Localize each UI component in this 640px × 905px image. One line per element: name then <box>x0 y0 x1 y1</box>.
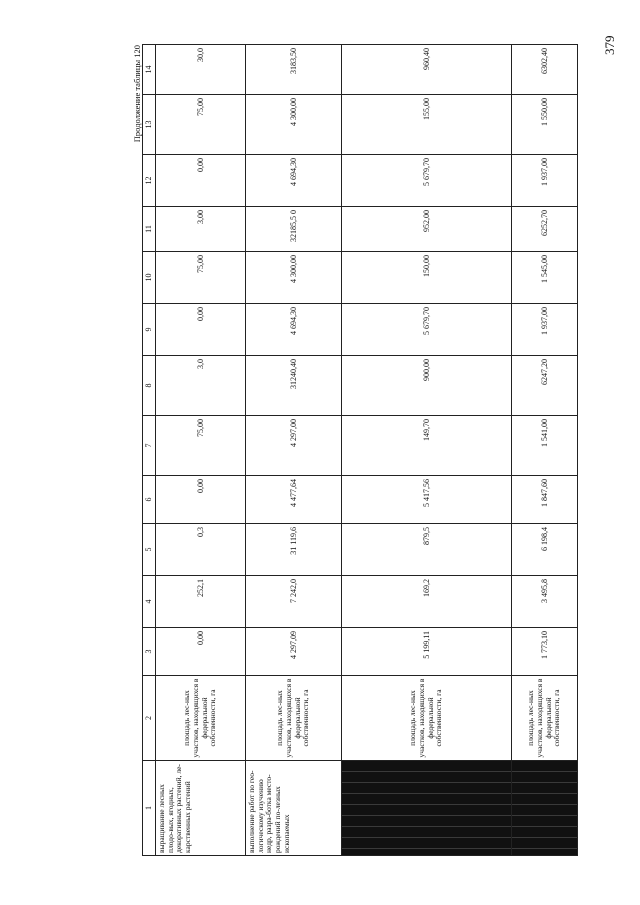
data-table <box>142 44 578 856</box>
column-header: 14 <box>143 45 156 95</box>
value-cell: 7 242,0 <box>246 576 342 628</box>
rotated-table-sheet <box>132 45 578 856</box>
value-cell: 6252,70 <box>512 207 578 252</box>
value-cell: 3183,50 <box>246 45 342 95</box>
column-header: 13 <box>143 95 156 155</box>
value-cell: 1 937,00 <box>512 155 578 207</box>
value-cell: 3 495,8 <box>512 576 578 628</box>
measure-cell: площадь лес-ных участков, находящихся в федеральной собственности, га <box>156 676 246 761</box>
measure-cell: площадь лес-ных участков, находящихся в федеральной собственности, га <box>342 676 512 761</box>
value-cell: 5 199,11 <box>342 628 512 676</box>
table-row <box>246 45 342 856</box>
value-cell: 75,00 <box>156 416 246 476</box>
value-cell: 1 550,00 <box>512 95 578 155</box>
value-cell: 31 119,6 <box>246 524 342 576</box>
value-cell: 4 694,30 <box>246 304 342 356</box>
measure-cell: площадь лес-ных участков, находящихся в федеральной собственности, га <box>246 676 342 761</box>
column-header: 5 <box>143 524 156 576</box>
column-header: 2 <box>143 676 156 761</box>
value-cell: 4 297,00 <box>246 416 342 476</box>
value-cell: 75,00 <box>156 95 246 155</box>
value-cell: 150,00 <box>342 252 512 304</box>
table-row <box>512 45 578 856</box>
table-row <box>156 45 246 856</box>
value-cell: 1 545,00 <box>512 252 578 304</box>
value-cell: 1 937,00 <box>512 304 578 356</box>
value-cell: 5 679,70 <box>342 155 512 207</box>
value-cell: 5 417,56 <box>342 476 512 524</box>
value-cell: 0,00 <box>156 476 246 524</box>
value-cell: 1 541,00 <box>512 416 578 476</box>
continuation-label: Продолжение таблицы 120 <box>132 45 142 143</box>
measure-cell: площадь лес-ных участков, находящихся в федеральной собственности, га <box>512 676 578 761</box>
value-cell: 1 773,10 <box>512 628 578 676</box>
value-cell: 32185,5 0 <box>246 207 342 252</box>
value-cell: 4 477,64 <box>246 476 342 524</box>
value-cell: 952,00 <box>342 207 512 252</box>
column-header: 11 <box>143 207 156 252</box>
value-cell: 6 198,4 <box>512 524 578 576</box>
value-cell: 879,5 <box>342 524 512 576</box>
value-cell: 75,00 <box>156 252 246 304</box>
redacted-cell <box>512 761 578 856</box>
value-cell: 30,0 <box>156 45 246 95</box>
value-cell: 4 300,00 <box>246 95 342 155</box>
column-header: 4 <box>143 576 156 628</box>
value-cell: 3,00 <box>156 207 246 252</box>
redacted-cell <box>342 761 512 856</box>
value-cell: 960,40 <box>342 45 512 95</box>
table-row <box>342 45 512 856</box>
header-row <box>143 45 156 856</box>
value-cell: 0,3 <box>156 524 246 576</box>
column-header: 9 <box>143 304 156 356</box>
value-cell: 149,70 <box>342 416 512 476</box>
column-header: 7 <box>143 416 156 476</box>
value-cell: 0,00 <box>156 155 246 207</box>
column-header: 6 <box>143 476 156 524</box>
column-header: 1 <box>143 761 156 856</box>
column-header: 12 <box>143 155 156 207</box>
value-cell: 0,00 <box>156 628 246 676</box>
value-cell: 6247,20 <box>512 356 578 416</box>
value-cell: 5 679,70 <box>342 304 512 356</box>
redaction-block <box>342 761 511 855</box>
value-cell: 169,2 <box>342 576 512 628</box>
value-cell: 3,0 <box>156 356 246 416</box>
column-header: 3 <box>143 628 156 676</box>
activity-cell: выращивание лесных плодо-вых, ягодных, декоративных растений, ле-карственных растений <box>156 761 246 856</box>
redaction-block <box>512 761 577 855</box>
value-cell: 31240,40 <box>246 356 342 416</box>
value-cell: 4 694,30 <box>246 155 342 207</box>
value-cell: 155,00 <box>342 95 512 155</box>
value-cell: 6302,40 <box>512 45 578 95</box>
column-header: 10 <box>143 252 156 304</box>
value-cell: 4 297,09 <box>246 628 342 676</box>
value-cell: 1 847,60 <box>512 476 578 524</box>
column-header: 8 <box>143 356 156 416</box>
value-cell: 0,00 <box>156 304 246 356</box>
value-cell: 252,1 <box>156 576 246 628</box>
activity-cell: выполнение работ по гео-логическому изучению недр, разра-ботка место-рождений по-лезных ископаемых <box>246 761 342 856</box>
value-cell: 4 300,00 <box>246 252 342 304</box>
value-cell: 900,00 <box>342 356 512 416</box>
page-number: 379 <box>602 35 617 55</box>
